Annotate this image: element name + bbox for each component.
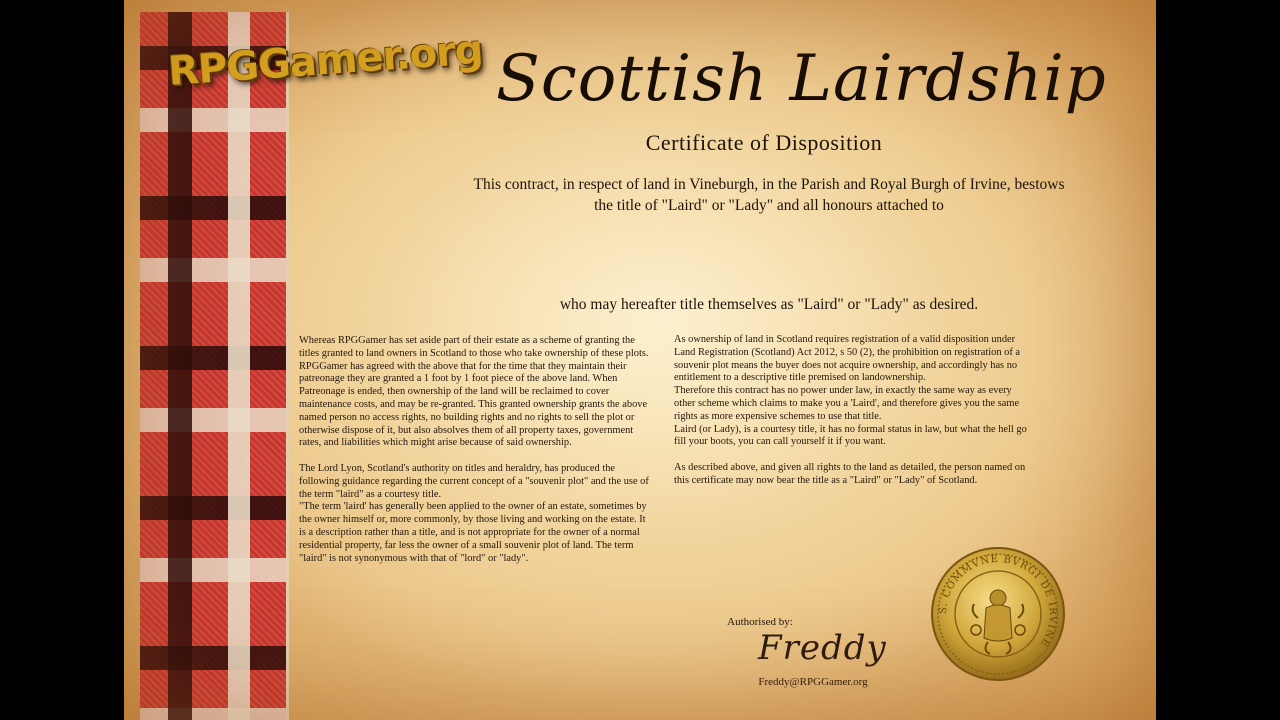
right-paragraph-1: As ownership of land in Scotland requires registration of a valid disposition under Land Registration (Scotland) Act 2012, s 50 (2), the prohibition on registration of a souvenir plot means the buyer does not acquire ownership, and accordingly has no entitlement to a descriptive title premised on landownership. <box>674 334 1021 384</box>
tartan-border <box>140 12 286 720</box>
hereafter-text: who may hereafter title themselves as "Laird" or "Lady" as desired. <box>559 296 979 313</box>
site-logo: RPGGamer.org <box>166 27 484 95</box>
certificate-subtitle: Certificate of Disposition <box>645 130 883 155</box>
intro-line-2: the title of "Laird" or "Lady" and all honours attached to <box>594 197 944 214</box>
authorised-label: Authorised by: <box>727 616 793 628</box>
left-paragraph-3: The Lord Lyon, Scotland's authority on titles and heraldry, has produced the following guidance regarding the current concept of a "souvenir plot" and the use of the term "laird" as a courtesy title. <box>299 462 649 500</box>
certificate-title: Scottish Lairdship <box>496 42 1107 116</box>
right-paragraph-3: Laird (or Lady), is a courtesy title, it has no formal status in law, but what the hell go fill your boots, you can call yourself it if you want. <box>674 423 1027 448</box>
intro-text <box>384 174 1154 216</box>
certificate <box>124 0 1156 720</box>
left-column <box>299 335 649 565</box>
intro-line-1: This contract, in respect of land in Vineburgh, in the Parish and Royal Burgh of Irvine, bestows <box>473 176 1065 193</box>
right-paragraph-4: As described above, and given all rights to the land as detailed, the person named on this certificate may now bear the title as a "Laird" or "Lady" of Scotland. <box>674 461 1026 486</box>
right-column <box>674 334 1029 488</box>
seal-inscription: S. COMMVNE BVRGI DE IRVINE <box>937 553 1059 649</box>
seal-icon <box>930 546 1066 682</box>
burgh-seal <box>930 546 1066 682</box>
signature: Freddy <box>758 628 887 668</box>
right-paragraph-2: Therefore this contract has no power under law, in exactly the same way as every other scheme which claims to make you a 'Laird', and therefore gives you the same rights as more expensive schemes to use that title. <box>674 385 1020 422</box>
left-paragraph-4: "The term 'laird' has generally been applied to the owner of an estate, sometimes by the owner himself or, more commonly, by those living and working on the estate. It is a description rather than a title, and is not appropriate for the owner of a normal residential property, far less the owner of a small souvenir plot of land. The term "laird" is not synonymous with that of "lord" or "lady". <box>299 501 647 564</box>
signer-email: Freddy@RPGGamer.org <box>758 676 868 688</box>
left-paragraph-2: RPGGamer has agreed with the above that for the time that they maintain their patreonage they are granted a 1 foot by 1 foot piece of the above land. When Patreonage is ended, then ownership of the land will be reclaimed to cover maintenance costs, and may be re-granted. This granted ownership grants the above named person no access rights, no building rights and no rights to sell the plot or otherwise dispose of it, but also absolves them of all property taxes, government rates, and liabilities which might arise because of said ownership. <box>299 360 648 449</box>
left-paragraph-1: Whereas RPGGamer has set aside part of their estate as a scheme of granting the titles granted to land owners in Scotland to those who take ownership of these plots. <box>299 335 649 359</box>
